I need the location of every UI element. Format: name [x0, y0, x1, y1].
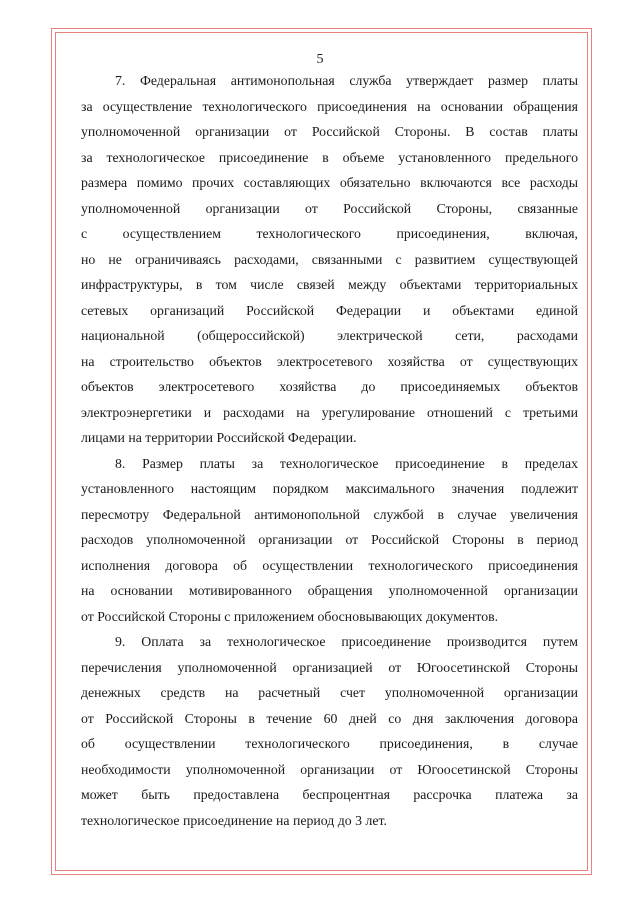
- paragraph-9: [81, 629, 578, 833]
- text-line: уполномоченной организации от Российской Стороны, связанные: [81, 200, 578, 216]
- document-body: [81, 68, 578, 833]
- text-line: денежных средств на расчетный счет уполномоченной организации: [81, 685, 578, 700]
- text-line: лицами на территории Российской Федерации.: [81, 430, 357, 445]
- text-line: на основании мотивированного обращения уполномоченной организации: [81, 583, 578, 598]
- text-line: за осуществление технологического присоединения на основании обращения: [81, 98, 578, 114]
- text-line: электроэнергетики и расходами на урегулирование отношений с третьими: [81, 404, 578, 420]
- paragraph-7: [81, 68, 578, 451]
- text-line: перечисления уполномоченной организацией от Югоосетинской Стороны: [81, 659, 578, 675]
- text-line: национальной (общероссийской) электрической сети, расходами: [81, 328, 578, 343]
- text-line: но не ограничиваясь расходами, связанными с развитием существующей: [81, 251, 578, 267]
- text-line: с осуществлением технологического присоединения, включая,: [81, 226, 578, 241]
- text-line: на строительство объектов электросетевого хозяйства от существующих: [81, 353, 578, 369]
- text-line: расходов уполномоченной организации от Российской Стороны в период: [81, 532, 578, 547]
- text-line: уполномоченной организации от Российской Стороны. В состав платы: [81, 124, 578, 139]
- text-line: исполнения договора об осуществлении технологического присоединения: [81, 557, 578, 573]
- text-line: размера помимо прочих составляющих обязательно включаются все расходы: [81, 175, 578, 190]
- text-line: необходимости уполномоченной организации от Югоосетинской Стороны: [81, 761, 578, 777]
- text-line: 7. Федеральная антимонопольная служба утверждает размер платы: [115, 73, 578, 88]
- text-line: инфраструктуры, в том числе связей между объектами территориальных: [81, 277, 578, 292]
- text-line: об осуществлении технологического присоединения, в случае: [81, 736, 578, 751]
- page-number: 5: [316, 52, 324, 67]
- paragraph-8: [81, 451, 578, 630]
- text-line: объектов электросетевого хозяйства до присоединяемых объектов: [81, 379, 578, 394]
- text-line: пересмотру Федеральной антимонопольной службой в случае увеличения: [81, 506, 578, 522]
- text-line: 9. Оплата за технологическое присоединение производится путем: [115, 634, 578, 649]
- text-line: сетевых организаций Российской Федерации и объектами единой: [81, 302, 578, 318]
- text-line: технологическое присоединение на период до 3 лет.: [81, 812, 387, 828]
- text-line: от Российской Стороны с приложением обосновывающих документов.: [81, 608, 499, 624]
- text-line: от Российской Стороны в течение 60 дней со дня заключения договора: [81, 710, 578, 726]
- text-line: за технологическое присоединение в объеме установленного предельного: [81, 149, 578, 165]
- text-line: может быть предоставлена беспроцентная рассрочка платежа за: [81, 787, 578, 802]
- text-line: установленного настоящим порядком максимального значения подлежит: [81, 481, 578, 496]
- text-line: 8. Размер платы за технологическое присоединение в пределах: [115, 455, 578, 471]
